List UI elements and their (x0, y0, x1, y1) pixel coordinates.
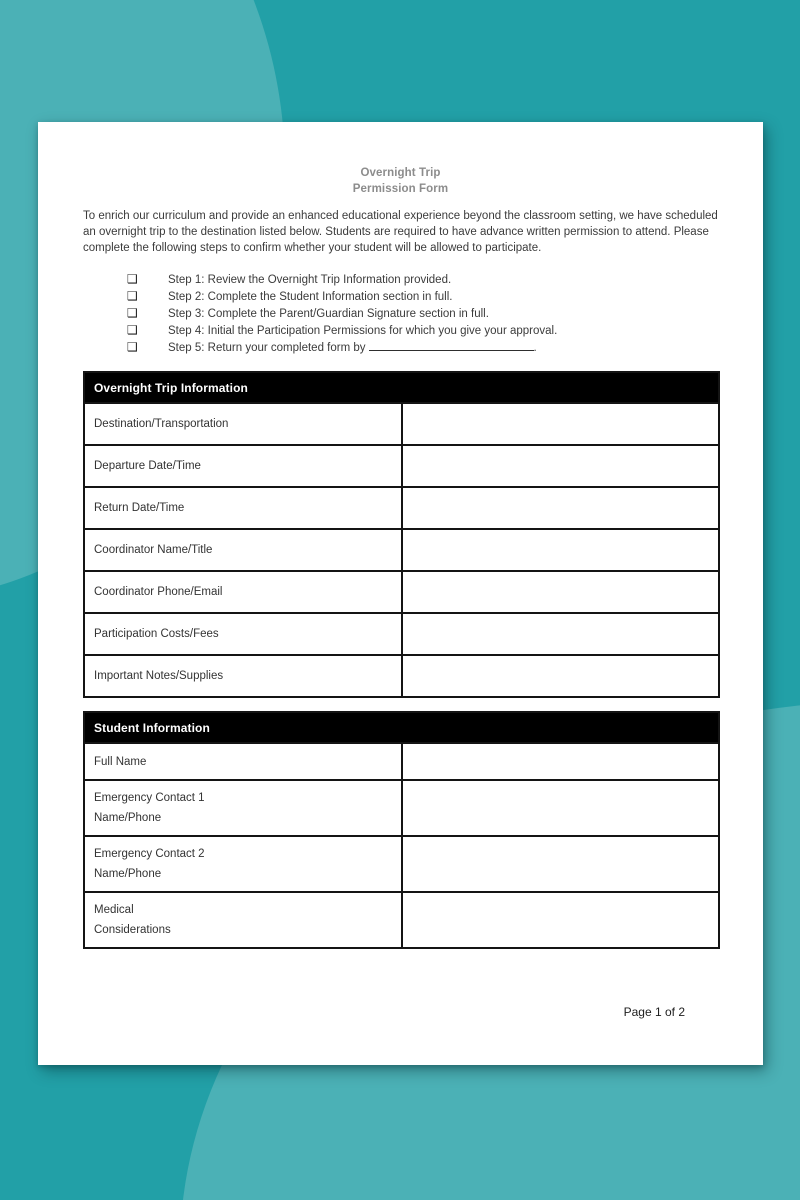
row-value-cell (402, 403, 720, 445)
row-label (84, 571, 402, 613)
step-item (127, 306, 557, 323)
row-label (84, 445, 402, 487)
row-label (84, 487, 402, 529)
row-value-cell (402, 445, 720, 487)
row-label (84, 892, 402, 948)
intro-paragraph: To enrich our curriculum and provide an enhanced educational experience beyond the classroom setting, we have scheduled an overnight trip to the destination listed below. Students are required to have advance written permission to attend. Please complete the following steps to confirm whether your student will be allowed to participate. (83, 210, 718, 255)
form-table (83, 711, 720, 949)
row-label-line: Name/Phone (94, 812, 162, 824)
row-label (84, 836, 402, 892)
form-table (83, 371, 720, 698)
table-row (84, 836, 719, 892)
row-label-line: Medical (94, 904, 134, 916)
row-label-line: Emergency Contact 2 (94, 848, 205, 860)
row-label-line: Destination/Transportation (94, 418, 229, 430)
table-row (84, 613, 719, 655)
table-header: Student Information (84, 712, 719, 743)
row-value-cell (402, 655, 720, 697)
row-label-line: Departure Date/Time (94, 460, 201, 472)
table-row (84, 445, 719, 487)
step-text: Step 3: Complete the Parent/Guardian Signature section in full. (168, 307, 489, 320)
row-value-cell (402, 892, 720, 948)
row-label (84, 529, 402, 571)
row-label (84, 655, 402, 697)
step-item (127, 340, 557, 357)
fill-in-blank-line (369, 340, 534, 351)
row-label-line: Name/Phone (94, 868, 162, 880)
step-text: Step 4: Initial the Participation Permissions for which you give your approval. (168, 324, 558, 337)
checkbox-bullet-icon: ❑ (127, 288, 138, 303)
row-label (84, 613, 402, 655)
step-text-suffix: . (533, 341, 537, 354)
trip-info-table (83, 371, 720, 698)
row-label-line: Full Name (94, 755, 147, 768)
row-label-line: Coordinator Name/Title (94, 544, 213, 556)
table-row (84, 487, 719, 529)
table-row (84, 780, 719, 836)
row-label (84, 780, 402, 836)
checkbox-bullet-icon: ❑ (127, 339, 138, 354)
table-row (84, 403, 719, 445)
row-value-cell (402, 613, 720, 655)
table-row (84, 529, 719, 571)
row-label-line: Considerations (94, 924, 171, 936)
checkbox-bullet-icon: ❑ (127, 272, 138, 286)
document-title-line2: Permission Form (352, 182, 449, 195)
table-header-row (84, 712, 719, 743)
row-value-cell (402, 780, 720, 836)
page-number: Page 1 of 2 (623, 1005, 685, 1019)
document-title (38, 166, 763, 197)
row-label (84, 403, 402, 445)
step-item (127, 323, 557, 340)
row-label-line: Coordinator Phone/Email (94, 586, 223, 598)
student-info-table (83, 711, 720, 949)
row-label-line: Return Date/Time (94, 502, 185, 514)
step-text: Step 5: Return your completed form by . (168, 341, 537, 354)
checkbox-bullet-icon: ❑ (127, 305, 138, 320)
document-title-line1: Overnight Trip (360, 167, 441, 179)
row-value-cell (402, 529, 720, 571)
document-page (38, 122, 763, 1065)
steps-list (127, 272, 557, 357)
row-value-cell (402, 743, 720, 780)
table-row (84, 892, 719, 948)
table-header: Overnight Trip Information (84, 372, 719, 403)
table-header-row (84, 372, 719, 403)
table-row (84, 655, 719, 697)
step-text: Step 2: Complete the Student Information section in full. (168, 290, 453, 303)
row-value-cell (402, 487, 720, 529)
row-label-line: Emergency Contact 1 (94, 792, 205, 804)
row-label-line: Important Notes/Supplies (94, 670, 224, 682)
row-value-cell (402, 571, 720, 613)
step-text: Step 1: Review the Overnight Trip Information provided. (168, 274, 452, 286)
step-item (127, 289, 557, 306)
table-row (84, 743, 719, 780)
row-label (84, 743, 402, 780)
row-value-cell (402, 836, 720, 892)
checkbox-bullet-icon: ❑ (127, 322, 138, 337)
row-label-line: Participation Costs/Fees (94, 628, 219, 640)
table-row (84, 571, 719, 613)
step-item (127, 272, 557, 289)
